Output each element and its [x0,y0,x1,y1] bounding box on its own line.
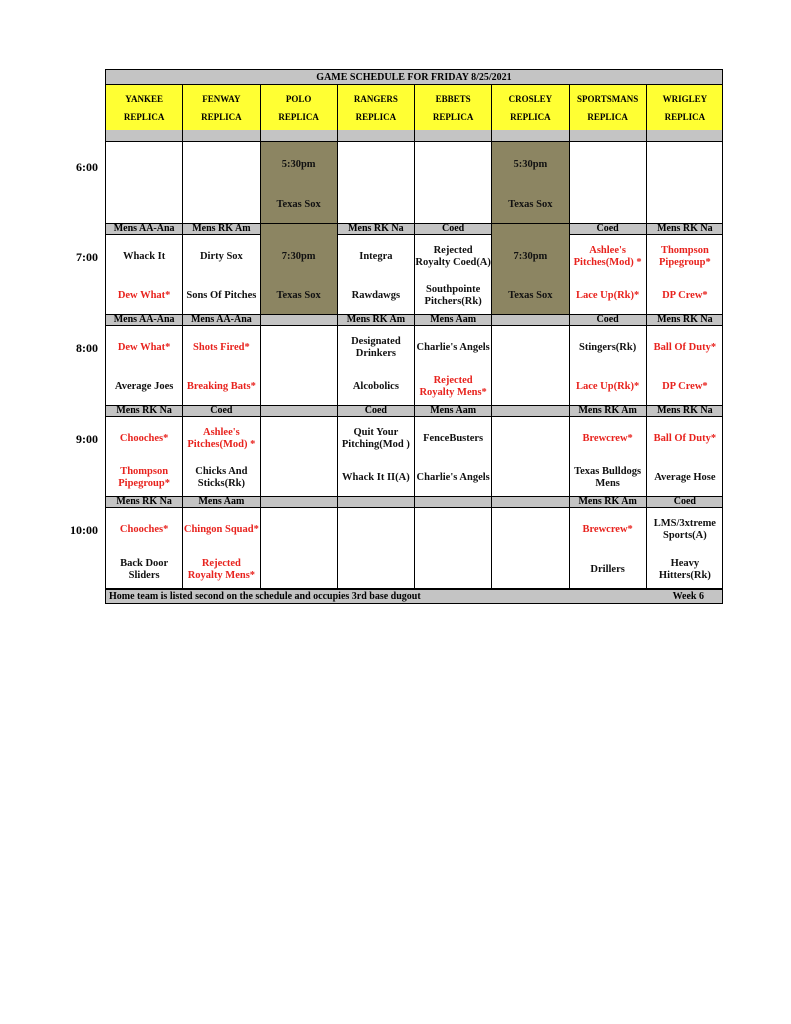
division-label [261,497,337,508]
away-team: Ashlee's Pitches(Mod) * [573,245,642,268]
game-cell [106,417,182,497]
field-header [338,85,414,130]
home-team: Lace Up(Rk)* [575,381,640,392]
home-team: Southpointe Pitchers(Rk) [424,284,482,307]
field-name: CROSLEY [508,94,553,104]
game-cell [183,326,259,406]
away-team [183,146,259,183]
away-team: FenceBusters [423,433,484,444]
home-team: Texas Sox [508,290,553,301]
field-name: RANGERS [353,94,398,104]
division-label: Mens RK Na [647,224,723,235]
game-cell [492,508,568,589]
home-team: Lace Up(Rk)* [575,290,640,301]
away-team: Whack It [122,251,166,262]
away-team: Thompson Pipegroup* [659,245,711,268]
header-spacer [106,130,182,142]
field-column-yankee [105,85,182,604]
home-team: Chicks And Sticks(Rk) [195,466,248,489]
division-label: Mens RK Na [647,315,723,326]
away-team [415,146,491,183]
home-team: Back Door Sliders [120,557,169,581]
home-team: Average Hose [654,472,716,483]
division-label: Mens AA-Ana [106,315,182,326]
home-team [338,187,414,222]
header-spacer [338,130,414,142]
game-cell [338,142,414,224]
field-column-polo [260,85,337,604]
home-team: Rejected Royalty Mens* [187,557,256,581]
division-label: Mens RK Am [183,224,259,235]
division-label: Coed [570,315,646,326]
division-label: Coed [183,406,259,417]
game-cell [570,508,646,589]
away-team [106,146,182,183]
field-header [183,85,259,130]
away-team: Stingers(Rk) [579,342,637,353]
field-header [261,85,337,130]
away-team [415,512,491,549]
away-team [492,421,568,457]
game-cell [338,235,414,315]
away-team: Ball Of Duty* [653,342,717,353]
away-team [492,512,568,549]
home-team: Texas Sox [508,198,553,210]
field-column-rangers [337,85,414,604]
game-cell [106,326,182,406]
header-spacer [570,130,646,142]
game-cell [415,508,491,589]
game-cell [338,508,414,589]
division-label [415,497,491,508]
game-cell [415,235,491,315]
away-team: Chingon Squad* [183,524,259,536]
field-subname: REPLICA [587,112,628,122]
field-subname: REPLICA [432,112,474,122]
home-team: Texas Bulldogs Mens [574,466,642,489]
game-cell [338,326,414,406]
field-column-ebbets [414,85,491,604]
home-team [647,187,723,222]
away-team: Quit Your Pitching(Mod ) [341,427,410,450]
field-name: FENWAY [202,94,241,104]
home-team: Rejected Royalty Mens* [419,375,487,398]
away-team: Designated Drinkers [351,336,401,359]
division-label: Coed [415,224,491,235]
away-team [570,146,646,183]
away-team [261,421,337,457]
field-header [647,85,723,130]
away-team: LMS/3xtreme Sports(A) [653,518,716,542]
home-team [492,370,568,404]
game-cell [647,417,723,497]
home-team: Thompson Pipegroup* [118,466,170,489]
game-cell [106,508,182,589]
game-time: 5:30pm [281,158,316,170]
header-spacer [261,130,337,142]
away-team [647,146,723,183]
game-cell [647,142,723,224]
division-label: Mens AA-Ana [106,224,182,235]
game-cell [183,417,259,497]
field-subname: REPLICA [510,112,551,122]
away-team: Brewcrew* [582,524,633,536]
away-team: Shots Fired* [193,342,250,353]
division-label: Coed [570,224,646,235]
game-cell [338,417,414,497]
field-name: SPORTSMANS [577,94,639,104]
game-cell [415,417,491,497]
game-cell [647,235,723,315]
game-cell [183,142,259,224]
game-cell [183,508,259,589]
home-team: Breaking Bats* [186,381,256,392]
away-team: Integra [359,251,393,262]
division-label [492,315,568,326]
division-label: Mens RK Na [647,406,723,417]
header-spacer [492,130,568,142]
division-label: Mens RK Am [570,497,646,508]
field-column-wrigley [646,85,723,604]
division-label [261,406,337,417]
header-spacer [415,130,491,142]
home-team: Texas Sox [276,198,321,210]
schedule-title: GAME SCHEDULE FOR FRIDAY 8/25/2021 [105,69,723,85]
away-team: Ball Of Duty* [653,433,717,444]
home-team: Texas Sox [276,290,321,301]
division-label: Coed [647,497,723,508]
division-label [492,406,568,417]
division-label [261,315,337,326]
time-label: 7:00 [76,250,98,264]
away-team [338,512,414,549]
schedule-table [105,69,723,604]
field-header [492,85,568,130]
field-name: WRIGLEY [662,94,708,104]
division-label: Mens RK Na [338,224,414,235]
time-label: 9:00 [76,432,98,446]
schedule-footer [105,589,723,604]
game-cell [106,235,182,315]
home-team [415,553,491,588]
time-label: 8:00 [76,341,98,355]
division-label: Mens Aam [415,315,491,326]
game-cell [261,224,337,315]
game-cell [492,224,568,315]
game-cell [570,235,646,315]
home-team [338,553,414,588]
game-cell [261,326,337,406]
home-team [261,370,337,404]
away-team [338,146,414,183]
game-cell [492,326,568,406]
home-team: Alcobolics [352,381,399,392]
home-team [261,553,337,588]
away-team [261,512,337,549]
field-subname: REPLICA [664,112,706,122]
field-subname: REPLICA [201,112,242,122]
division-label: Mens Aam [415,406,491,417]
field-subname: REPLICA [278,112,319,122]
game-cell [570,417,646,497]
game-cell [415,326,491,406]
home-team: Drillers [590,563,625,575]
home-team [261,461,337,495]
home-team [183,187,259,222]
home-team: Whack It II(A) [342,472,410,483]
field-name: POLO [285,94,312,104]
game-cell [261,508,337,589]
home-team: Rawdawgs [351,290,401,301]
away-team [261,330,337,366]
home-team: DP Crew* [662,381,708,392]
away-team: Charlie's Angels [416,342,490,353]
week-label: Week 6 [672,591,704,602]
division-label: Mens AA-Ana [183,315,259,326]
division-label: Mens Aam [183,497,259,508]
time-label: 6:00 [76,160,98,174]
game-cell [647,326,723,406]
field-subname: REPLICA [123,112,165,122]
game-cell [492,417,568,497]
away-team: Dirty Sox [199,251,243,262]
field-column-sportsmans [569,85,646,604]
home-team [492,461,568,495]
game-cell [647,508,723,589]
game-cell [492,142,568,224]
division-label: Mens RK Am [338,315,414,326]
away-team: Rejected Royalty Coed(A) [415,245,491,268]
header-spacer [183,130,259,142]
game-cell [261,417,337,497]
game-cell [570,326,646,406]
header-spacer [647,130,723,142]
field-column-crosley [491,85,568,604]
game-time: 7:30pm [281,251,316,262]
division-label: Coed [338,406,414,417]
field-header [415,85,491,130]
game-time: 5:30pm [513,158,548,170]
field-name: EBBETS [435,94,471,104]
home-team [492,553,568,588]
away-team [492,330,568,366]
home-team-note: Home team is listed second on the schedule and occupies 3rd base dugout [109,591,421,602]
home-team [106,187,182,222]
away-team: Brewcrew* [582,433,633,444]
away-team: Chooches* [119,524,169,536]
home-team: DP Crew* [662,290,708,301]
division-label: Mens RK Na [106,497,182,508]
division-label [338,497,414,508]
time-label: 10:00 [70,523,98,537]
home-team [570,187,646,222]
home-team: Charlie's Angels [416,472,490,483]
field-subname: REPLICA [355,112,397,122]
field-column-fenway [182,85,259,604]
game-cell [106,142,182,224]
home-team: Sons Of Pitches [186,290,257,301]
away-team: Dew What* [117,342,171,353]
home-team: Dew What* [117,290,171,301]
field-header [106,85,182,130]
field-name: YANKEE [125,94,163,104]
home-team: Heavy Hitters(Rk) [658,557,711,581]
game-cell [261,142,337,224]
division-label: Mens RK Am [570,406,646,417]
field-header [570,85,646,130]
game-cell [415,142,491,224]
game-time: 7:30pm [513,251,548,262]
division-label [492,497,568,508]
home-team [415,187,491,222]
home-team: Average Joes [114,381,174,392]
game-cell [570,142,646,224]
game-cell [183,235,259,315]
away-team: Ashlee's Pitches(Mod) * [187,427,256,450]
division-label: Mens RK Na [106,406,182,417]
away-team: Chooches* [119,433,169,444]
